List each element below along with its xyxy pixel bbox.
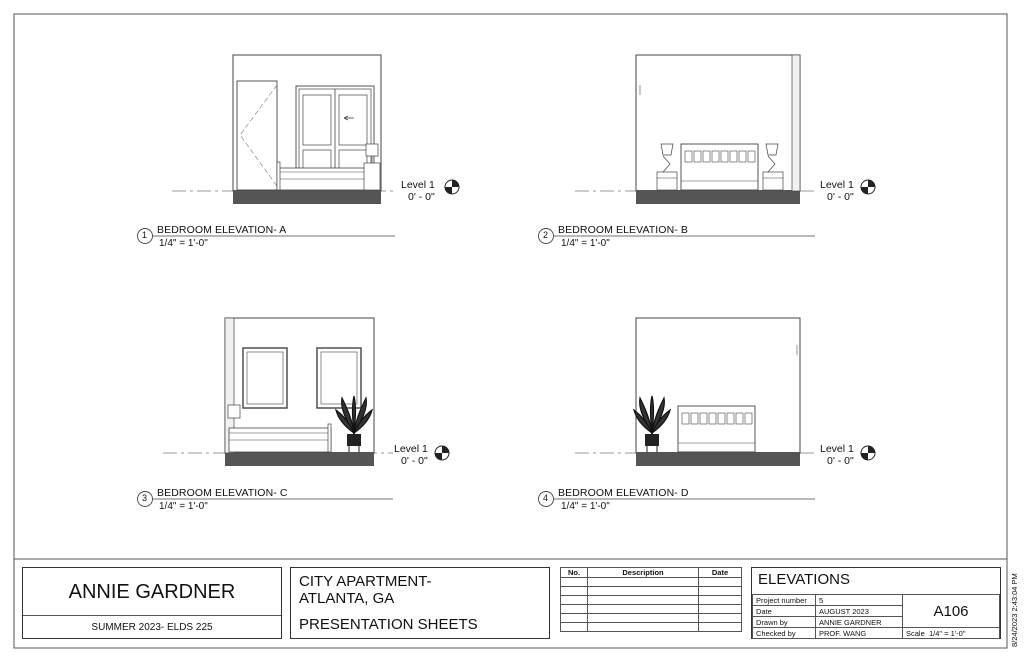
table-row bbox=[561, 605, 742, 614]
date-label: Date bbox=[753, 606, 816, 617]
table-row bbox=[561, 587, 742, 596]
level-name-d: Level 1 bbox=[820, 443, 854, 455]
level-elev-b: 0' - 0" bbox=[827, 191, 854, 203]
elevation-c-graphic bbox=[138, 318, 450, 507]
sheet-name: ELEVATIONS bbox=[758, 571, 850, 588]
checked-by-label: Checked by bbox=[753, 628, 816, 639]
sheet-border bbox=[14, 14, 1007, 648]
view-number-c: 3 bbox=[142, 493, 148, 503]
checked-by-value: PROF. WANG bbox=[816, 628, 903, 639]
project-box bbox=[290, 567, 550, 639]
table-row bbox=[561, 596, 742, 605]
view-number-a: 1 bbox=[142, 230, 148, 240]
view-scale-a: 1/4" = 1'-0" bbox=[159, 238, 208, 249]
scale-label: Scale bbox=[906, 628, 925, 638]
view-title-a: BEDROOM ELEVATION- A bbox=[157, 224, 287, 236]
sheet-info-box bbox=[751, 567, 1001, 639]
revision-table bbox=[560, 567, 742, 632]
level-name-b: Level 1 bbox=[820, 179, 854, 191]
elevation-d-graphic bbox=[539, 318, 876, 507]
view-scale-d: 1/4" = 1'-0" bbox=[561, 501, 610, 512]
view-title-c: BEDROOM ELEVATION- C bbox=[157, 487, 288, 499]
rev-header-no: No. bbox=[561, 568, 588, 578]
rev-header-description: Description bbox=[588, 568, 699, 578]
level-name-c: Level 1 bbox=[394, 443, 428, 455]
sheet-number: A106 bbox=[903, 595, 1000, 628]
course-label: SUMMER 2023- ELDS 225 bbox=[91, 622, 213, 633]
table-row bbox=[561, 578, 742, 587]
level-elev-a: 0' - 0" bbox=[408, 191, 435, 203]
revision-table-wrap bbox=[560, 567, 742, 639]
elevation-a-graphic bbox=[138, 55, 460, 244]
rev-header-date: Date bbox=[699, 568, 742, 578]
level-elev-c: 0' - 0" bbox=[401, 455, 428, 467]
date-value: AUGUST 2023 bbox=[816, 606, 903, 617]
scale-value: 1/4" = 1'-0" bbox=[928, 628, 966, 638]
project-number-value: 5 bbox=[816, 595, 903, 606]
print-timestamp: 8/24/2023 2:43:04 PM bbox=[1010, 573, 1019, 647]
view-title-d: BEDROOM ELEVATION- D bbox=[558, 487, 689, 499]
view-number-d: 4 bbox=[543, 493, 549, 503]
sheet-set-label: PRESENTATION SHEETS bbox=[299, 616, 478, 633]
view-title-b: BEDROOM ELEVATION- B bbox=[558, 224, 688, 236]
view-scale-c: 1/4" = 1'-0" bbox=[159, 501, 208, 512]
sheet-info-table bbox=[752, 594, 1000, 639]
scale-cell bbox=[903, 628, 1000, 639]
level-elev-d: 0' - 0" bbox=[827, 455, 854, 467]
project-line-2: ATLANTA, GA bbox=[299, 590, 395, 607]
table-row bbox=[561, 614, 742, 623]
view-number-b: 2 bbox=[543, 230, 549, 240]
drawn-by-value: ANNIE GARDNER bbox=[816, 617, 903, 628]
level-name-a: Level 1 bbox=[401, 179, 435, 191]
designer-box bbox=[22, 567, 282, 639]
elevation-b-graphic bbox=[539, 55, 876, 244]
project-number-label: Project number bbox=[753, 595, 816, 606]
view-scale-b: 1/4" = 1'-0" bbox=[561, 238, 610, 249]
project-line-1: CITY APARTMENT- bbox=[299, 573, 432, 590]
designer-name: ANNIE GARDNER bbox=[68, 581, 236, 603]
table-row bbox=[561, 623, 742, 632]
drawn-by-label: Drawn by bbox=[753, 617, 816, 628]
